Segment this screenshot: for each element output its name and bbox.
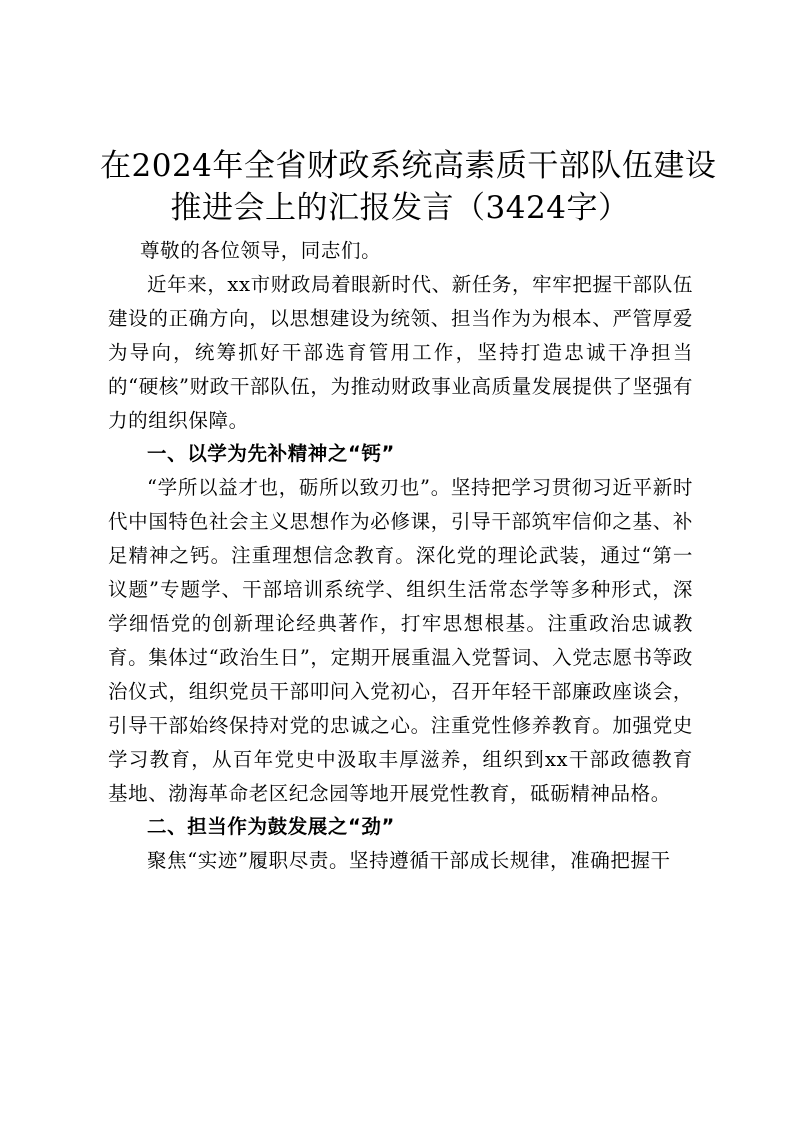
document-title-line-1: 在2024年全省财政系统高素质干部队伍建设 [100,148,717,184]
section-paragraph-2: 聚焦“实迹”履职尽责。坚持遵循干部成长规律，准确把握干 [147,849,671,873]
greeting: 尊敬的各位领导，同志们。 [140,239,382,262]
document-title-line-2: 推进会上的汇报发言（3424字） [170,190,630,226]
intro-paragraph: 近年来，xx市财政局着眼新时代、新任务，牢牢把握干部队伍建设的正确方向，以思想建设为统领、担当作为为根本、严管厚爱为导向，统筹抓好干部选育管用工作，坚持打造忠诚干净担当的“硬核”财政干部队伍，为推动财政事业高质量发展提供了坚强有力的组织保障。 [108,272,693,432]
section-heading-2: 二、担当作为鼓发展之“劲” [147,815,395,839]
section-paragraph-1: “学所以益才也，砺所以致刃也”。坚持把学习贯彻习近平新时代中国特色社会主义思想作为必修课，引导干部筑牢信仰之基、补足精神之钙。注重理想信念教育。深化党的理论武装，通过“第一议题”专题学、干部培训系统学、组织生活常态学等多种形式，深学细悟党的创新理论经典著作，打牢思想根基。注重政治忠诚教育。集体过“政治生日”，定期开展重温入党誓词、入党志愿书等政治仪式，组织党员干部叩问入党初心，召开年轻干部廉政座谈会，引导干部始终保持对党的忠诚之心。注重党性修养教育。加强党史学习教育，从百年党史中汲取丰厚滋养，组织到xx干部政德教育基地、渤海革命老区纪念园等地开展党性教育，砥砺精神品格。 [108,476,693,805]
section-heading-1: 一、以学为先补精神之“钙” [147,442,395,466]
document-body [108,234,693,878]
